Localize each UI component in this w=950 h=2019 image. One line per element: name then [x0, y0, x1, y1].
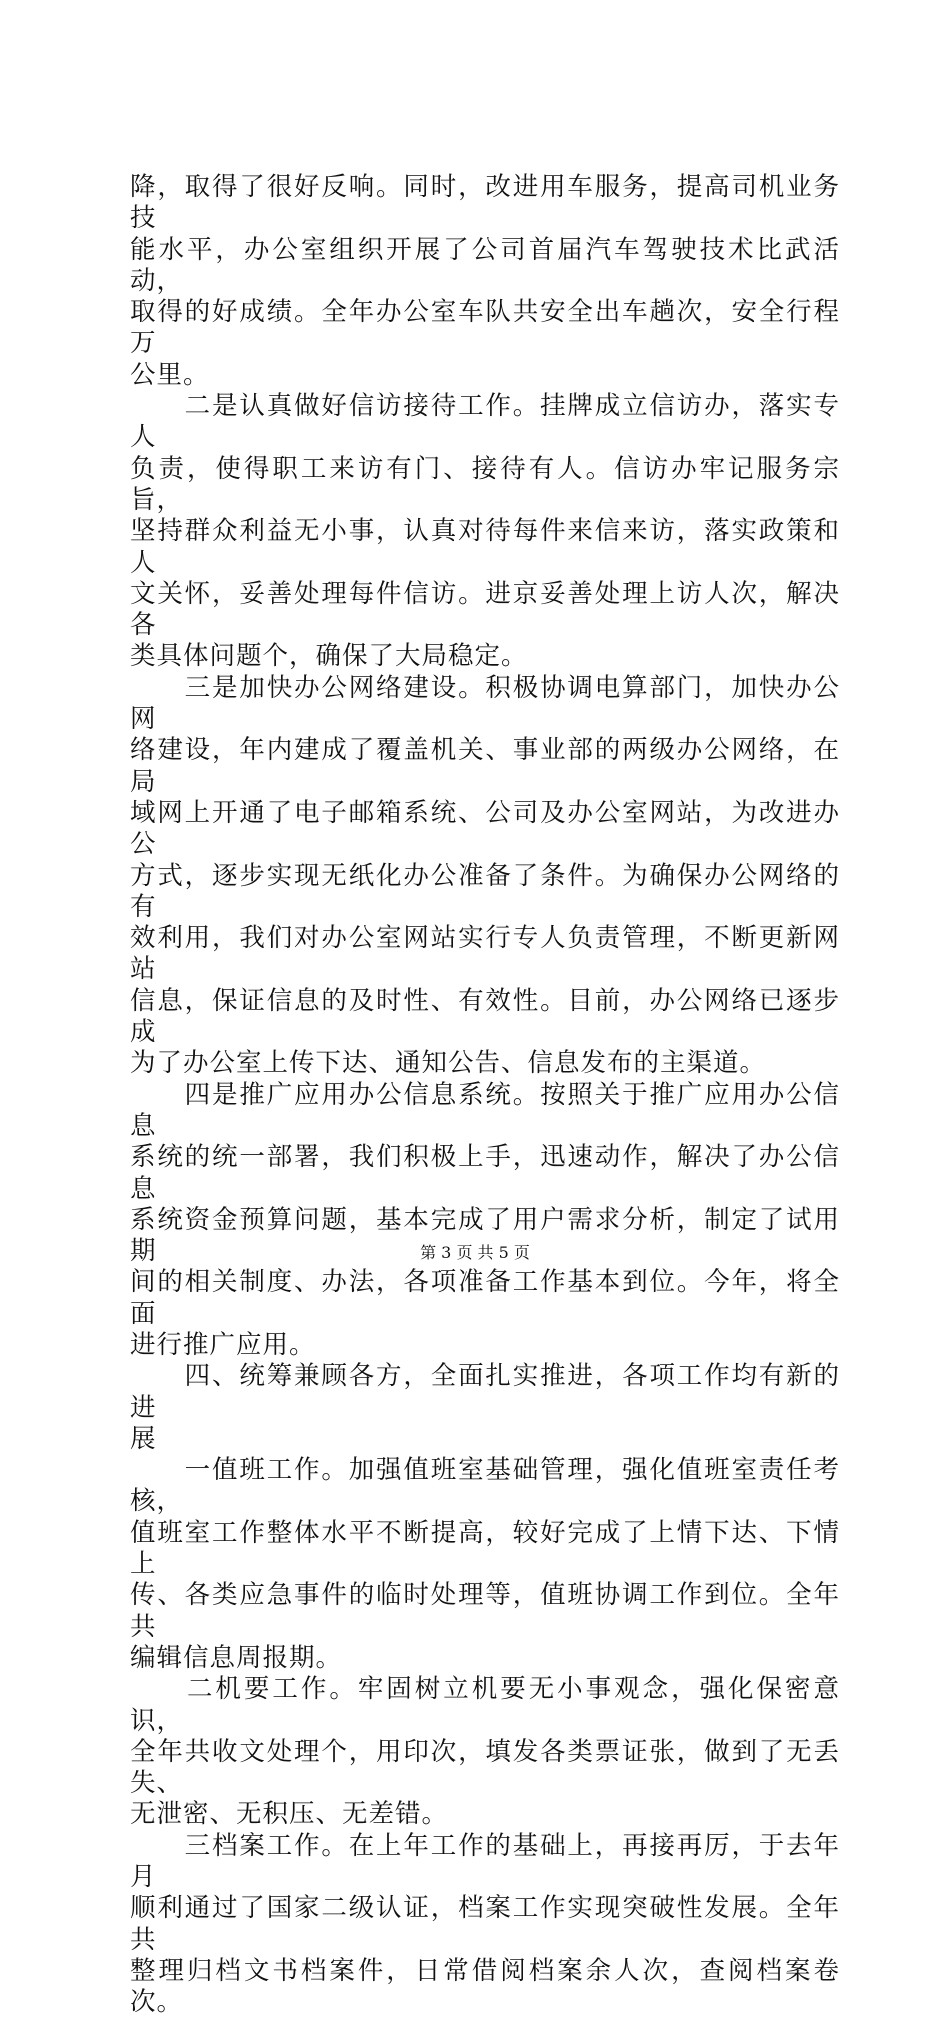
text-line: 负责，使得职工来访有门、接待有人。信访办牢记服务宗旨， [130, 453, 840, 515]
document-body [130, 172, 840, 2019]
section-heading-line: 展 [130, 1423, 157, 1454]
text-line: 顺利通过了国家二级认证，档案工作实现突破性发展。全年共 [130, 1893, 840, 1955]
text-line: 域网上开通了电子邮箱系统、公司及办公室网站，为改进办公 [130, 797, 840, 860]
text-line: 三档案工作。在上年工作的基础上，再接再厉，于去年月 [130, 1830, 840, 1893]
text-line: 取得的好成绩。全年办公室车队共安全出车趟次，安全行程万 [130, 297, 840, 359]
text-line: 全年共收文处理个，用印次，填发各类票证张，做到了无丢失、 [130, 1736, 840, 1799]
text-line: 值班室工作整体水平不断提高，较好完成了上情下达、下情上 [130, 1517, 840, 1580]
text-line: 坚持群众利益无小事，认真对待每件来信来访，落实政策和人 [130, 516, 840, 578]
text-line: 二是认真做好信访接待工作。挂牌成立信访办，落实专人 [130, 391, 840, 453]
text-line: 信息，保证信息的及时性、有效性。目前，办公网络已逐步成 [130, 985, 840, 1048]
text-line: 公里。 [130, 359, 210, 390]
text-line: 二机要工作。牢固树立机要无小事观念，强化保密意识， [130, 1674, 840, 1736]
text-line: 为了办公室上传下达、通知公告、信息发布的主渠道。 [130, 1048, 767, 1079]
text-line: 传、各类应急事件的临时处理等，值班协调工作到位。全年共 [130, 1580, 840, 1642]
text-line: 无泄密、无积压、无差错。 [130, 1799, 449, 1830]
text-line: 系统资金预算问题，基本完成了用户需求分析，制定了试用期 [130, 1204, 840, 1267]
text-line: 效利用，我们对办公室网站实行专人负责管理，不断更新网站 [130, 923, 840, 985]
text-line: 一值班工作。加强值班室基础管理，强化值班室责任考核， [130, 1455, 840, 1517]
text-line: 系统的统一部署，我们积极上手，迅速动作，解决了办公信息 [130, 1142, 840, 1204]
text-line: 类具体问题个，确保了大局稳定。 [130, 641, 528, 672]
text-line: 间的相关制度、办法，各项准备工作基本到位。今年，将全面 [130, 1267, 840, 1329]
text-line: 整理归档文书档案件，日常借阅档案余人次，查阅档案卷次。 [130, 1955, 840, 2018]
text-line: 四是推广应用办公信息系统。按照关于推广应用办公信息 [130, 1079, 840, 1141]
text-line: 编辑信息周报期。 [130, 1642, 343, 1673]
text-line: 进行推广应用。 [130, 1329, 316, 1360]
section-heading-line: 四、统筹兼顾各方，全面扎实推进，各项工作均有新的进 [130, 1361, 840, 1423]
text-line: 降，取得了很好反响。同时，改进用车服务，提高司机业务技 [130, 172, 840, 234]
text-line: 络建设，年内建成了覆盖机关、事业部的两级办公网络，在局 [130, 735, 840, 797]
text-line: 三是加快办公网络建设。积极协调电算部门，加快办公网 [130, 672, 840, 735]
text-line: 文关怀，妥善处理每件信访。进京妥善处理上访人次，解决各 [130, 578, 840, 641]
text-line: 方式，逐步实现无纸化办公准备了条件。为确保办公网络的有 [130, 860, 840, 922]
page-number-footer: 第 3 页 共 5 页 [420, 1243, 530, 1262]
text-line: 能水平，办公室组织开展了公司首届汽车驾驶技术比武活动， [130, 234, 840, 296]
